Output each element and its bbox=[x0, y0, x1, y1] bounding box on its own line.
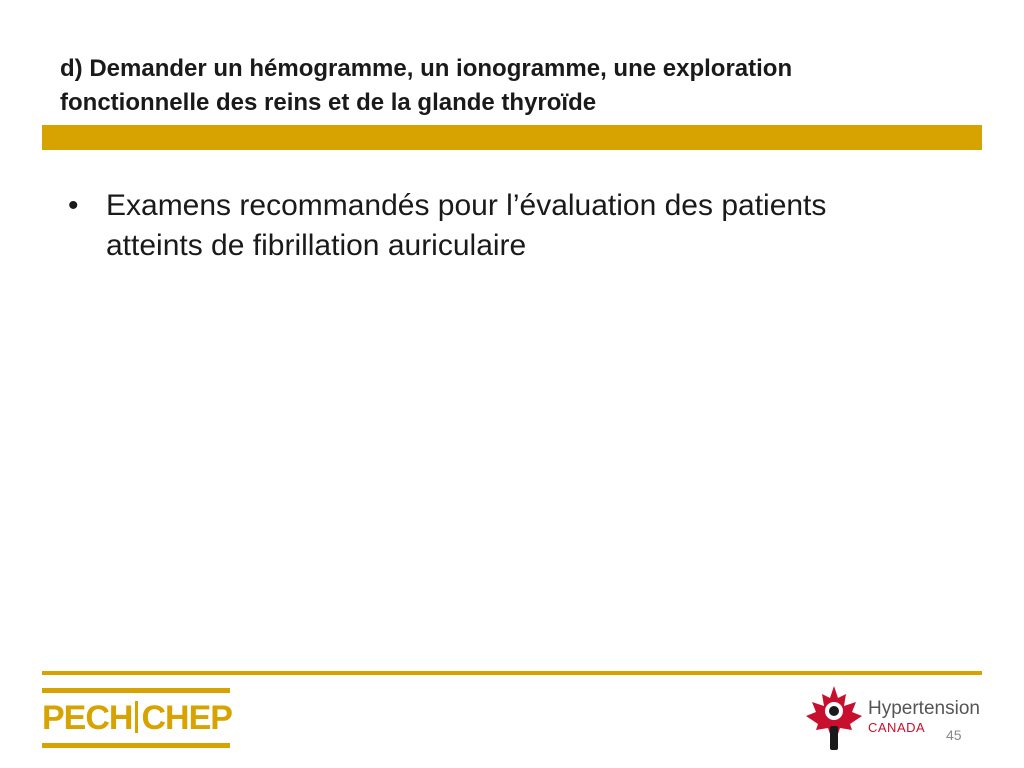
logo-text-chep: CHEP bbox=[141, 699, 232, 737]
bullet-list bbox=[66, 186, 886, 266]
hypertension-canada-logo bbox=[804, 684, 984, 754]
bullet-item bbox=[66, 186, 886, 266]
page-number: 45 bbox=[946, 727, 962, 743]
logo-text-pech: PECH bbox=[42, 699, 133, 737]
slide-title bbox=[60, 52, 980, 120]
maple-leaf-info-icon bbox=[804, 684, 864, 752]
logo-bottom-rule bbox=[42, 743, 230, 748]
title-divider-bar bbox=[42, 125, 982, 150]
logo-top-rule bbox=[42, 688, 230, 693]
footer-divider-line bbox=[42, 671, 982, 675]
logo-canada-text: CANADA bbox=[868, 720, 926, 735]
slide-title-line-2: fonctionnelle des reins et de la glande thyroïde bbox=[60, 89, 597, 116]
logo-separator bbox=[135, 701, 138, 733]
pech-chep-logo bbox=[42, 688, 230, 748]
logo-hypertension-text: Hypertension bbox=[868, 698, 980, 719]
bullet-text: Examens recommandés pour l’évaluation des patients atteints de fibrillation auriculaire bbox=[106, 189, 827, 262]
logo-wordmark bbox=[42, 698, 230, 738]
bullet-marker: • bbox=[68, 189, 79, 222]
slide-title-line-1: d) Demander un hémogramme, un ionogramme, une exploration bbox=[60, 55, 793, 82]
